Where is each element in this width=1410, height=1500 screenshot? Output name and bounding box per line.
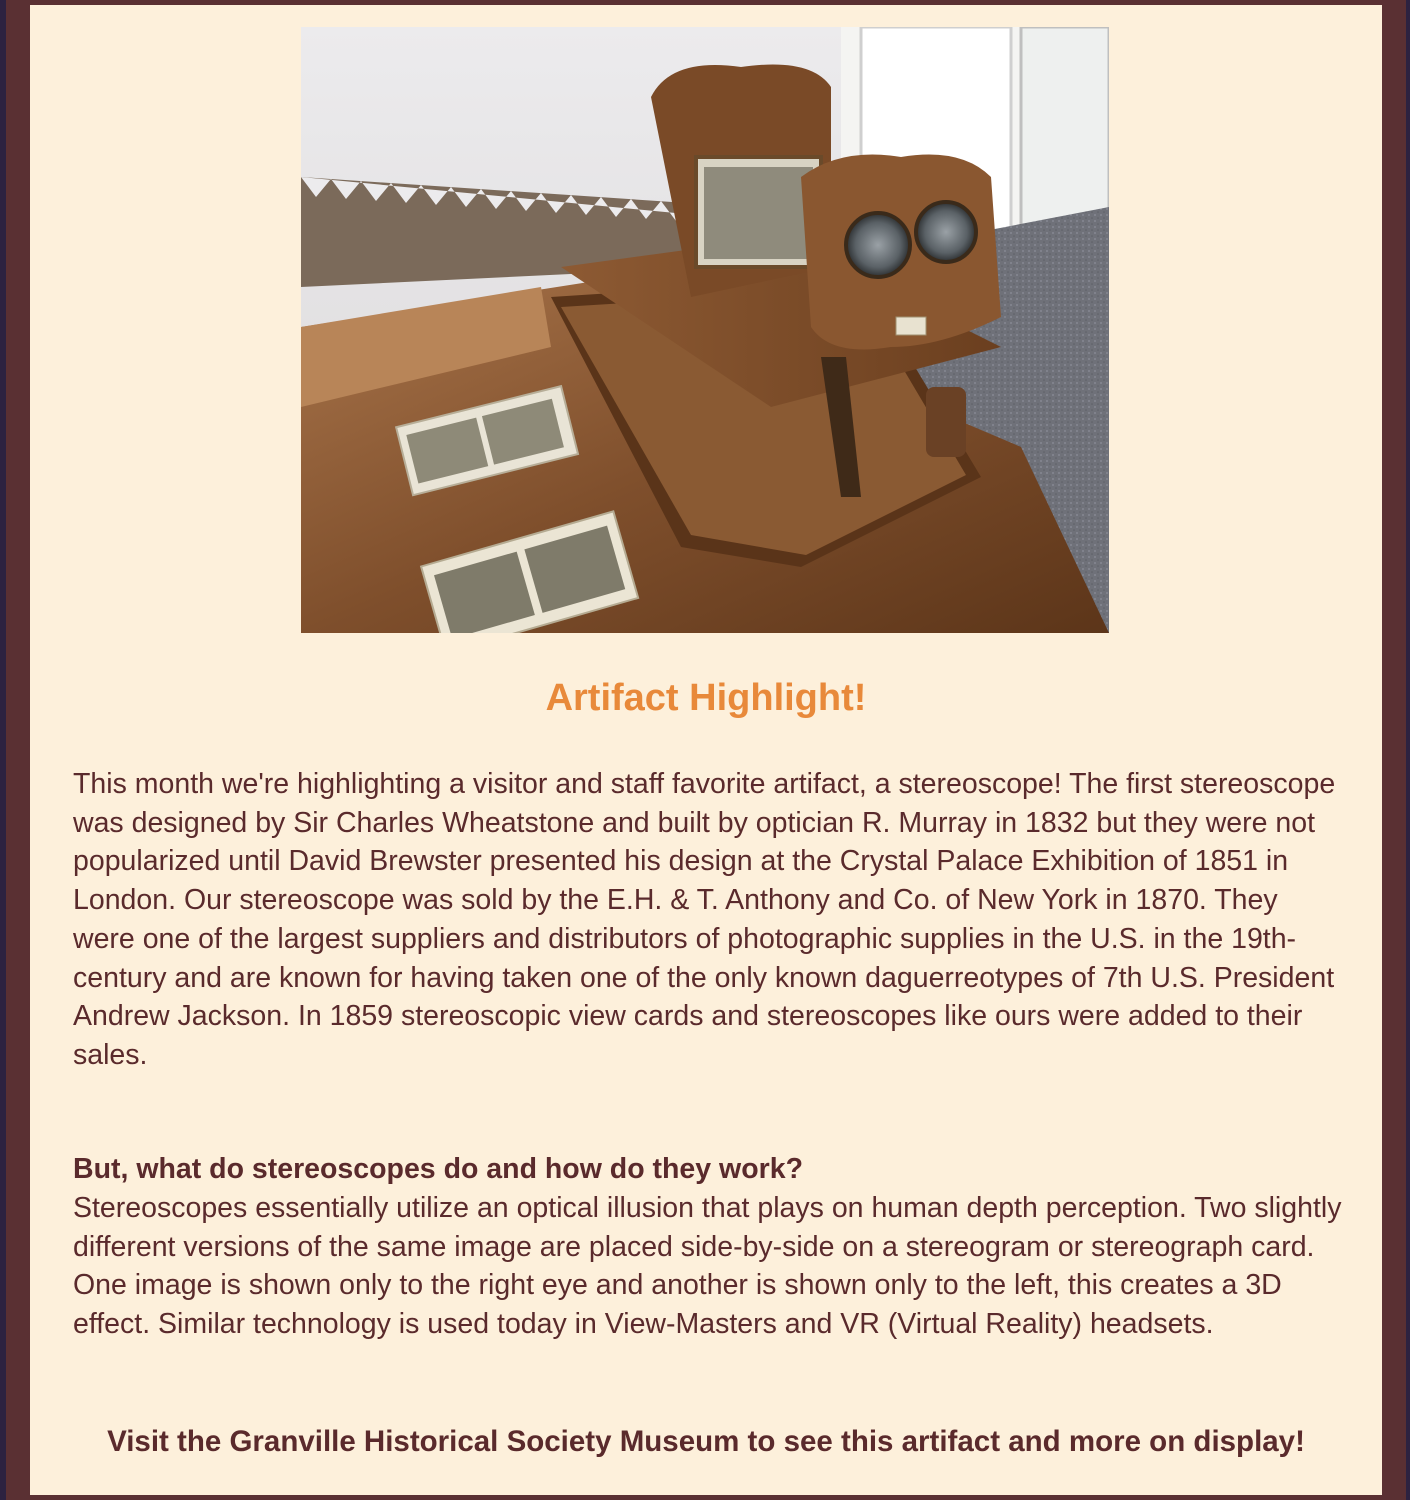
frame-edge-right [1406,0,1410,1500]
article-heading: Artifact Highlight! [545,677,867,719]
frame-edge-left [0,0,6,1500]
intro-paragraph: This month we're highlighting a visitor and staff favorite artifact, a stereoscope! The first stereoscope was designed by Sir Charles Wheatstone and built by optician R. Murray in 1832 but they were not popularized until David Brewster presented his design at the Crystal Palace Exhibition of 1851 in London. Our stereoscope was sold by the E.H. & T. Anthony and Co. of New York in 1870. They were one of the largest suppliers and distributors of photographic supplies in the U.S. in the 19th-century and are known for having taken one of the only known daguerreotypes of 7th U.S. President Andrew Jackson. In 1859 stereoscopic view cards and stereoscopes like ours were added to their sales. [73,768,1336,1071]
how-it-works-paragraph: Stereoscopes essentially utilize an optical illusion that plays on human depth perception. Two slightly different versions of the same image are placed side-by-side on a stereogram or stereograph card. One image is shown only to the right eye and another is shown only to the left, this creates a 3D effect. Similar technology is used today in View-Masters and VR (Virtual Reality) headsets. [73,1192,1342,1341]
visit-call-to-action: Visit the Granville Historical Society Museum to see this artifact and more on display! [107,1425,1305,1458]
how-it-works-subheading: But, what do stereoscopes do and how do they work? [73,1153,803,1185]
stereoscope-photo [301,27,1109,633]
newsletter-panel [30,5,1382,1495]
